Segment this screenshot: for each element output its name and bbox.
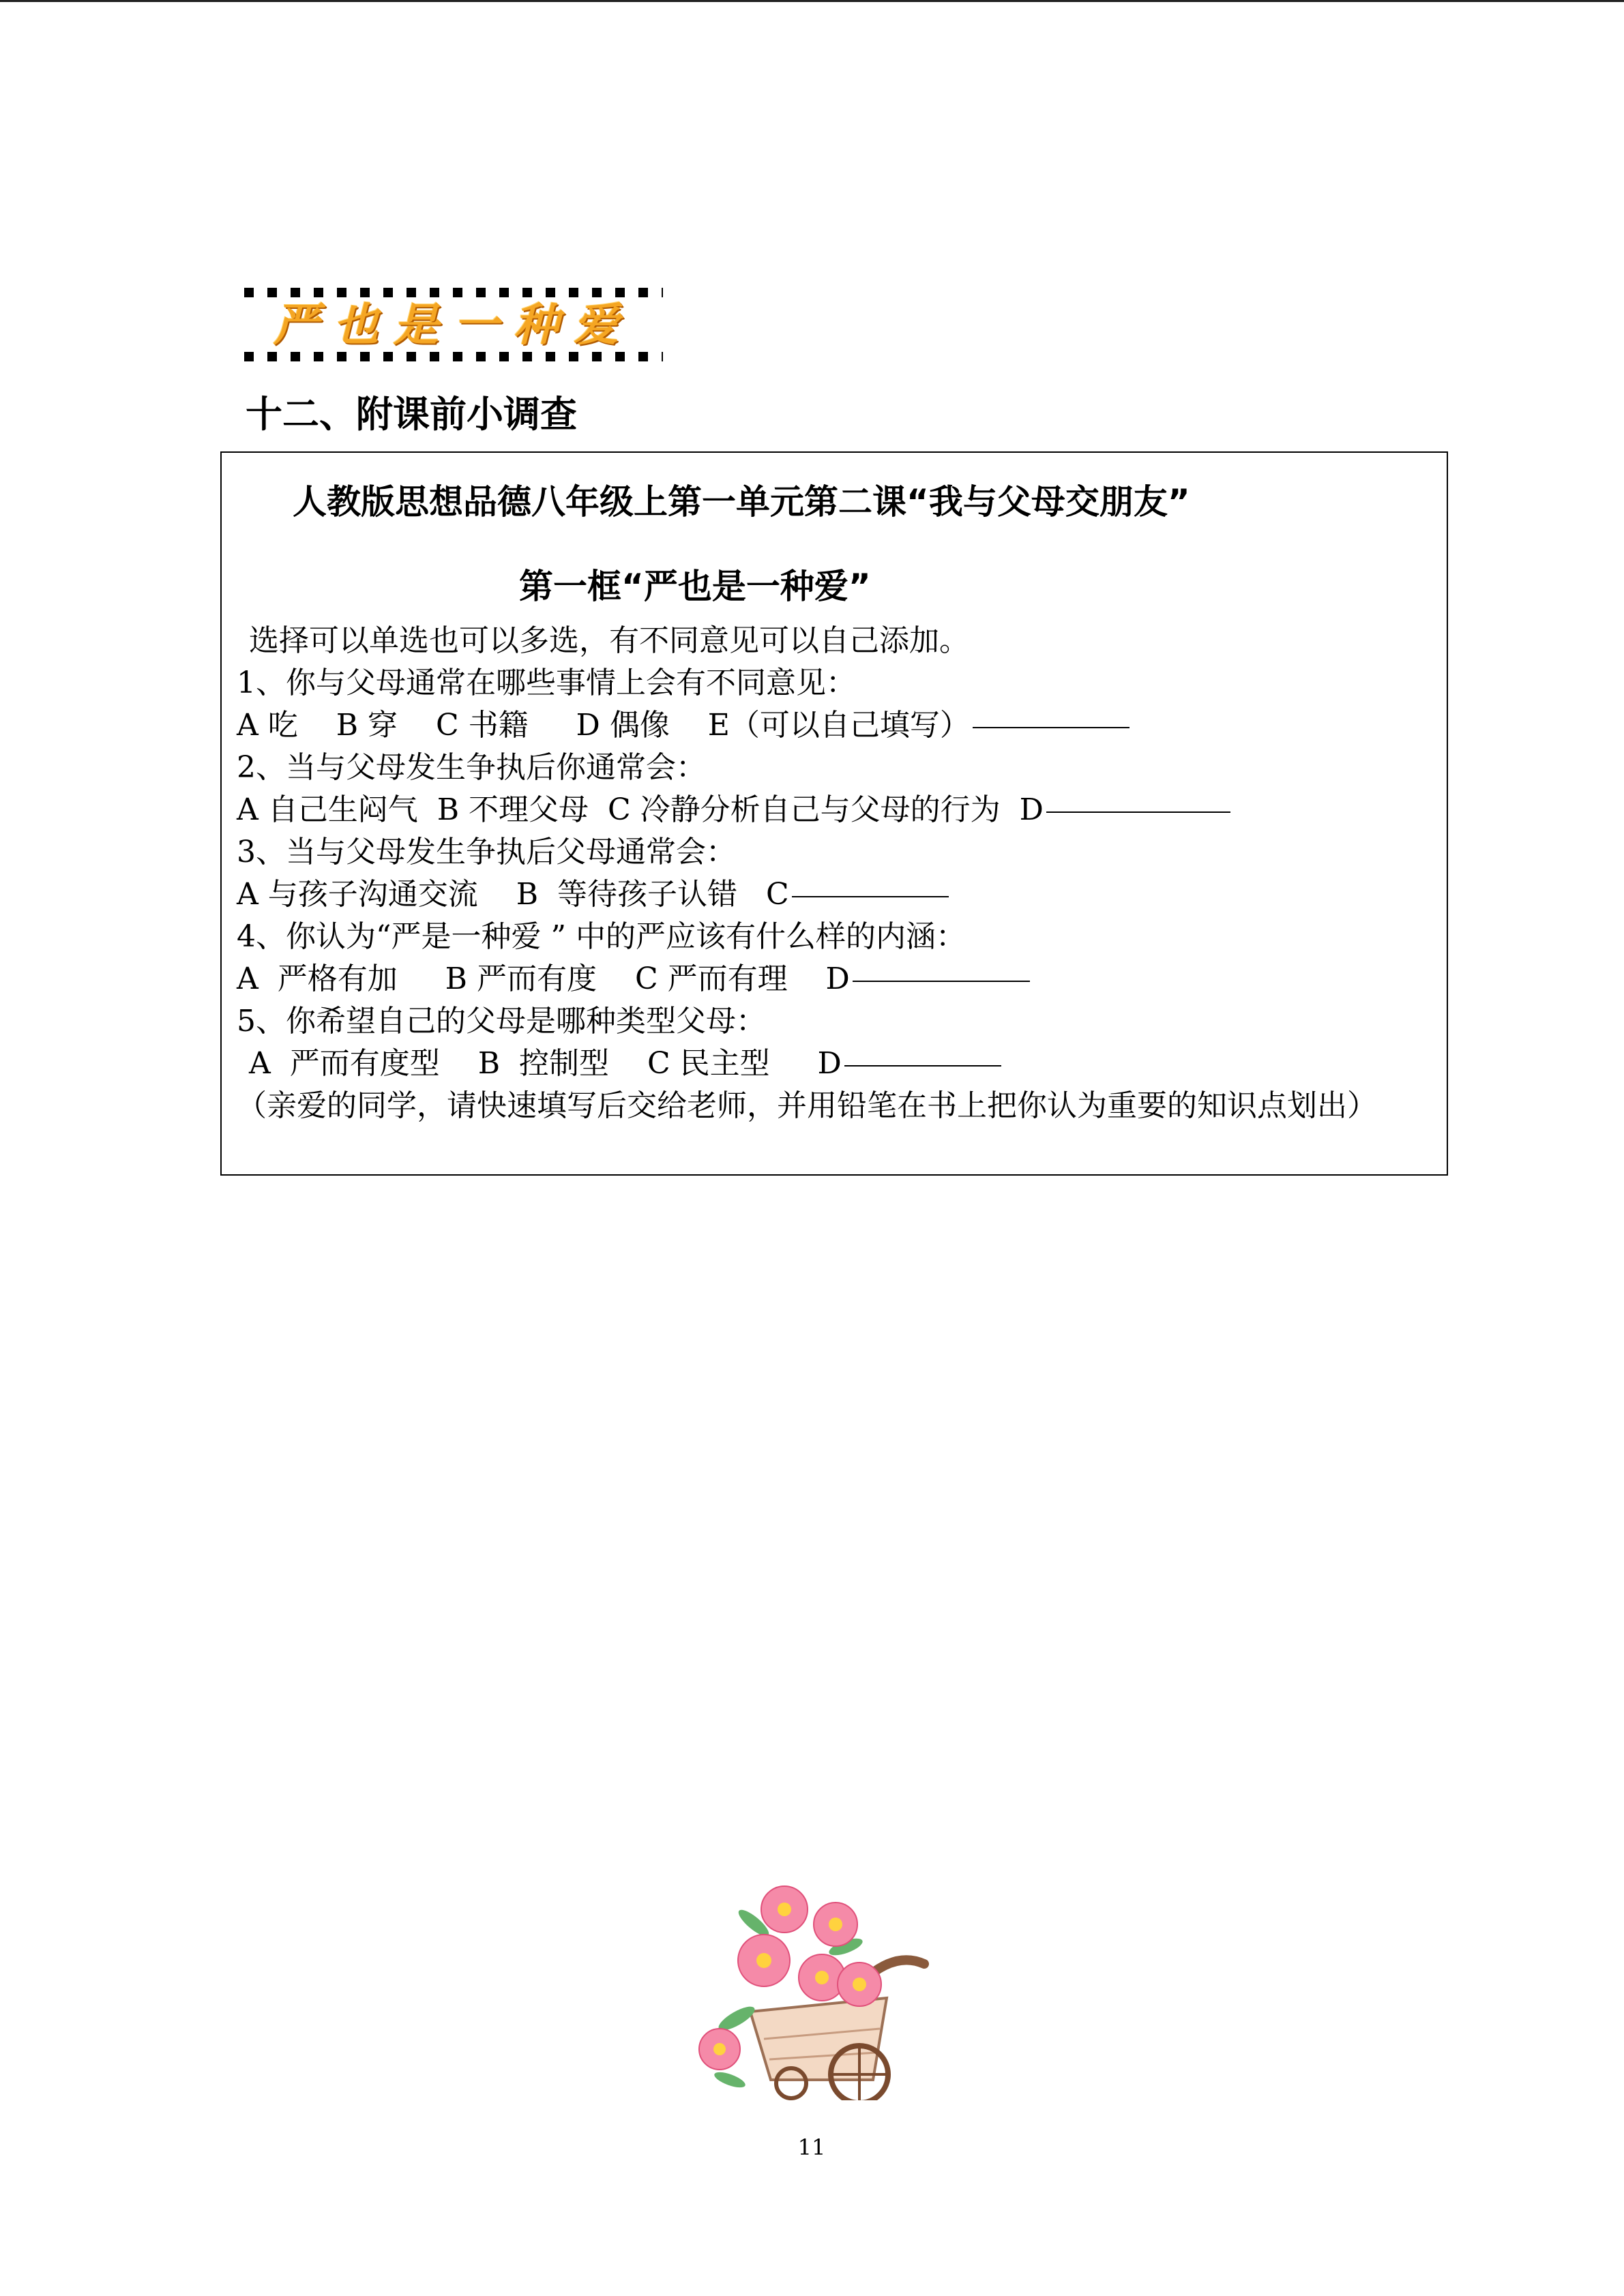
options-text: A 与孩子沟通交流 B 等待孩子认错 C [237, 877, 789, 912]
question-1-options [237, 704, 1437, 747]
question-5: 5、你希望自己的父母是哪种类型父母： [237, 1004, 766, 1039]
answer-blank[interactable] [844, 1065, 1001, 1067]
banner-strip [244, 297, 663, 352]
footer-note: （亲爱的同学，请快速填写后交给老师，并用铅笔在书上把你认为重要的知识点划出） [237, 1088, 1377, 1123]
question-2-options [237, 789, 1437, 831]
section-heading: 十二、附课前小调查 [246, 393, 577, 436]
flower-cart-illustration [689, 1882, 941, 2100]
survey-content [237, 620, 1437, 1127]
page-number: 11 [797, 2134, 826, 2160]
banner-text: 严也是一种爱 [274, 298, 634, 351]
answer-blank[interactable] [973, 727, 1130, 728]
answer-blank[interactable] [853, 981, 1030, 982]
survey-title: 人教版思想品德八年级上第一单元第二课“我与父母交朋友” [293, 482, 1190, 522]
title-banner [244, 288, 663, 361]
options-text: A 严而有度型 B 控制型 C 民主型 D [249, 1046, 842, 1081]
question-3: 3、当与父母发生争执后父母通常会： [237, 835, 736, 869]
options-text: A 严格有加 B 严而有度 C 严而有理 D [237, 961, 850, 996]
survey-box [220, 451, 1448, 1176]
question-2: 2、当与父母发生争执后你通常会： [237, 750, 706, 785]
question-4-options [237, 958, 1437, 1000]
survey-instruction: 选择可以单选也可以多选，有不同意见可以自己添加。 [249, 623, 969, 658]
survey-subtitle: 第一框“严也是一种爱” [519, 567, 871, 606]
film-perforation-top [244, 288, 663, 297]
question-4: 4、你认为“严是一种爱 ” 中的严应该有什么样的内涵： [237, 919, 966, 954]
page-top-rule [0, 0, 1624, 2]
answer-blank[interactable] [792, 896, 949, 897]
options-text: A 吃 B 穿 C 书籍 D 偶像 E（可以自己填写） [237, 708, 970, 743]
options-text: A 自己生闷气 B 不理父母 C 冷静分析自己与父母的行为 D [237, 792, 1044, 827]
film-perforation-bottom [244, 352, 663, 361]
question-1: 1、你与父母通常在哪些事情上会有不同意见： [237, 666, 856, 700]
question-5-options [237, 1043, 1437, 1085]
question-3-options [237, 874, 1437, 916]
answer-blank[interactable] [1046, 811, 1230, 813]
